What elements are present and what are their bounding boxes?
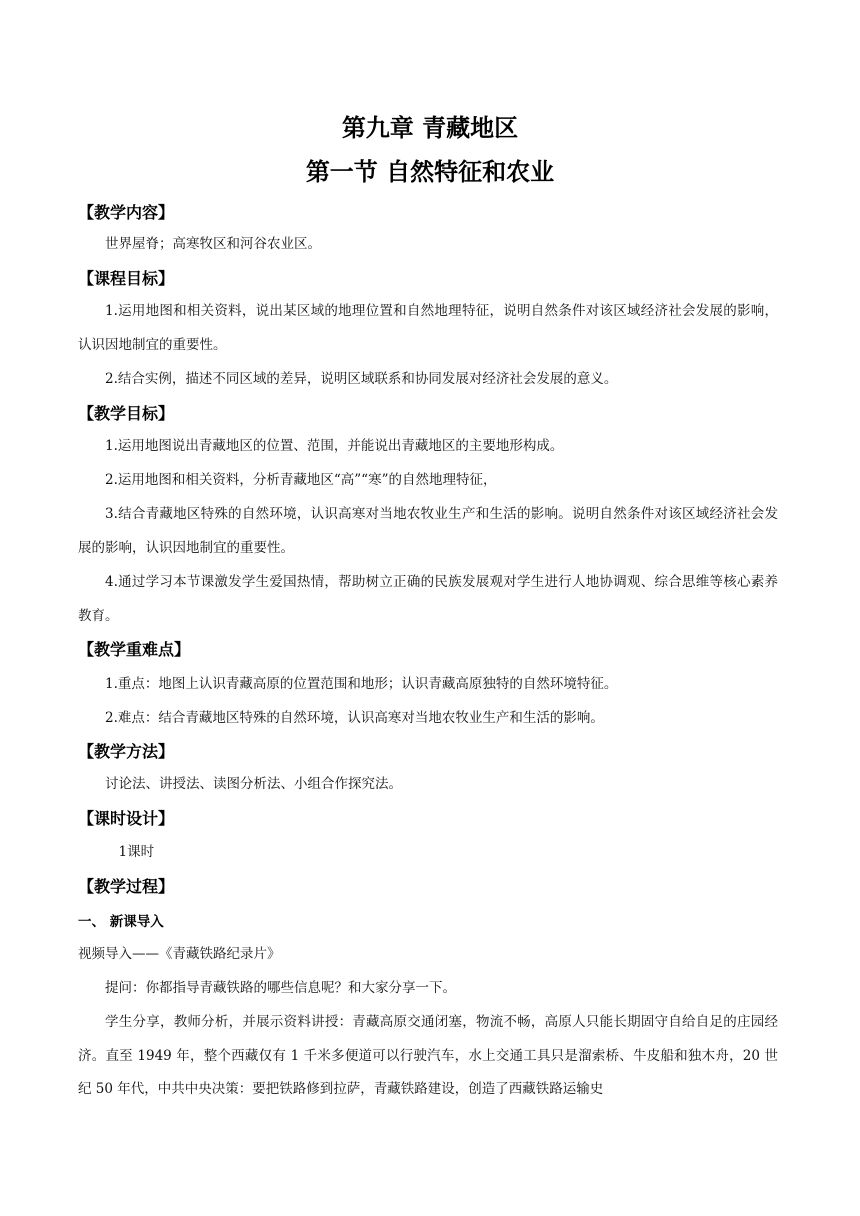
- paragraph: 学生分享，教师分析，并展示资料讲授：青藏高原交通闭塞，物流不畅，高原人只能长期固守自给自足的庄园经济。直至 1949 年，整个西藏仅有 1 千米多便道可以行驶汽车，水上交通工具只是溜索桥、牛皮船和独木舟，20 世纪 50 年代，中共中央决策：要把铁路修到拉萨，青藏铁路建设，创造了西藏铁路运输史: [78, 1014, 778, 1097]
- paragraph: 2.结合实例，描述不同区域的差异，说明区域联系和协同发展对经济社会发展的意义。: [105, 371, 618, 387]
- paragraph: 讨论法、讲授法、读图分析法、小组合作探究法。: [105, 776, 402, 792]
- paragraph: 1.运用地图和相关资料，说出某区域的地理位置和自然地理特征，说明自然条件对该区域经济社会发展的影响，认识因地制宜的重要性。: [78, 303, 778, 353]
- heading-curriculum-goals: 【课程目标】: [78, 269, 175, 288]
- paragraph: 1.重点：地图上认识青藏高原的位置范围和地形；认识青藏高原独特的自然环境特征。: [105, 676, 618, 692]
- heading-teaching-goals: 【教学目标】: [78, 404, 175, 423]
- paragraph: 1.运用地图说出青藏地区的位置、范围，并能说出青藏地区的主要地形构成。: [105, 438, 564, 454]
- paragraph: 1课时: [118, 844, 155, 860]
- chapter-title: 第九章 青藏地区: [341, 114, 519, 142]
- subheading-new-lesson-intro: 一、 新课导入: [78, 914, 164, 930]
- heading-methods: 【教学方法】: [78, 742, 175, 761]
- paragraph: 4.通过学习本节课激发学生爱国热情，帮助树立正确的民族发展观对学生进行人地协调观、综合思维等核心素养教育。: [78, 574, 778, 624]
- paragraph: 2.难点：结合青藏地区特殊的自然环境，认识高寒对当地农牧业生产和生活的影响。: [105, 710, 604, 726]
- heading-key-points: 【教学重难点】: [78, 640, 191, 659]
- paragraph: 2.运用地图和相关资料，分析青藏地区“高”“寒”的自然地理特征，: [105, 472, 497, 488]
- paragraph: 提问：你都指导青藏铁路的哪些信息呢？和大家分享一下。: [105, 980, 456, 996]
- section-title: 第一节 自然特征和农业: [305, 158, 555, 186]
- paragraph: 世界屋脊；高寒牧区和河谷农业区。: [105, 236, 321, 252]
- paragraph: 视频导入——《青藏铁路纪录片》: [78, 946, 281, 962]
- heading-teaching-content: 【教学内容】: [78, 203, 175, 222]
- heading-schedule: 【课时设计】: [78, 809, 175, 828]
- paragraph: 3.结合青藏地区特殊的自然环境，认识高寒对当地农牧业生产和生活的影响。说明自然条件对该区域经济社会发展的影响，认识因地制宜的重要性。: [78, 506, 778, 556]
- heading-teaching-process: 【教学过程】: [78, 877, 175, 896]
